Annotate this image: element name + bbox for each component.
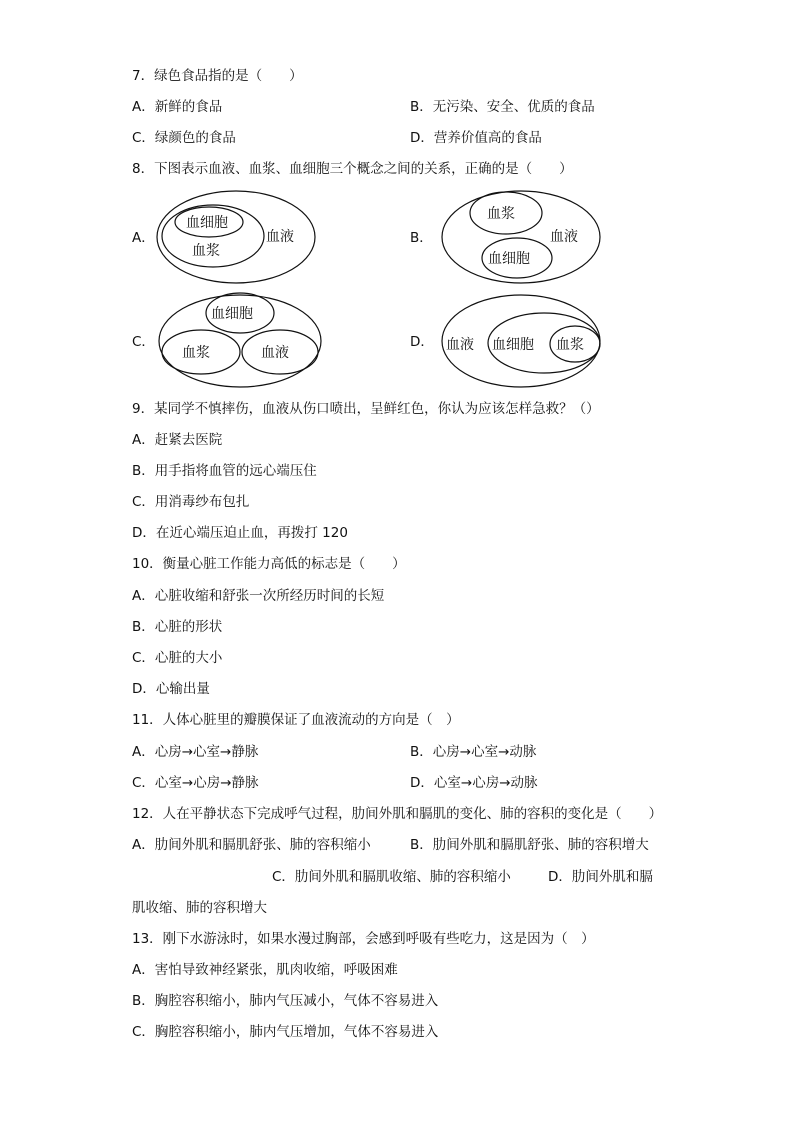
question-12-option-a: A．肋间外肌和膈肌舒张、肺的容积缩小 bbox=[132, 837, 371, 853]
venn-d-cells-label: 血细胞 bbox=[492, 337, 534, 353]
question-10-option-d: D．心输出量 bbox=[132, 681, 210, 697]
venn-a-blood-ellipse bbox=[157, 191, 315, 283]
venn-b-plasma-ellipse bbox=[470, 192, 542, 234]
question-12-option-c: C．肋间外肌和膈肌收缩、肺的容积缩小 bbox=[272, 869, 511, 885]
venn-c-outer-ellipse bbox=[159, 295, 321, 387]
question-9-option-d: D．在近心端压迫止血，再拨打 120 bbox=[132, 525, 348, 541]
question-8-option-c-label: C． bbox=[132, 334, 155, 350]
question-8-stem: 8．下图表示血液、血浆、血细胞三个概念之间的关系，正确的是（ ） bbox=[132, 161, 573, 177]
venn-b-cells-label: 血细胞 bbox=[488, 251, 530, 267]
venn-c-plasma-label: 血浆 bbox=[182, 345, 210, 361]
question-8-option-b-label: B． bbox=[410, 230, 433, 246]
question-12-option-d-part1: D．肋间外肌和膈 bbox=[548, 869, 653, 885]
question-13-option-c: C．胸腔容积缩小，肺内气压增加，气体不容易进入 bbox=[132, 1024, 439, 1040]
venn-b-plasma-label: 血浆 bbox=[487, 206, 515, 222]
question-12-option-d-part2: 肌收缩、肺的容积增大 bbox=[132, 900, 267, 916]
venn-d-blood-ellipse bbox=[442, 295, 600, 387]
question-9-option-a: A．赶紧去医院 bbox=[132, 432, 223, 448]
question-10-option-c: C．心脏的大小 bbox=[132, 650, 223, 666]
venn-b-blood-ellipse bbox=[442, 191, 600, 283]
question-13-option-b: B．胸腔容积缩小，肺内气压减小，气体不容易进入 bbox=[132, 993, 439, 1009]
question-13-stem: 13．刚下水游泳时，如果水漫过胸部，会感到呼吸有些吃力，这是因为（ ） bbox=[132, 931, 595, 947]
question-8-option-d-label: D． bbox=[410, 334, 434, 350]
question-7-stem: 7．绿色食品指的是（ ） bbox=[132, 68, 303, 84]
question-8-option-a-label: A． bbox=[132, 230, 155, 246]
question-10-option-b: B．心脏的形状 bbox=[132, 619, 223, 635]
venn-a-plasma-ellipse bbox=[162, 205, 264, 267]
venn-d-blood-label: 血液 bbox=[446, 337, 474, 353]
question-11-option-b: B．心房→心室→动脉 bbox=[410, 744, 537, 760]
question-11-stem: 11．人体心脏里的瓣膜保证了血液流动的方向是（ ） bbox=[132, 712, 460, 728]
question-9-option-c: C．用消毒纱布包扎 bbox=[132, 494, 250, 510]
question-13-option-a: A．害怕导致神经紧张，肌肉收缩，呼吸困难 bbox=[132, 962, 398, 978]
venn-c-cells-label: 血细胞 bbox=[211, 306, 253, 322]
question-9-option-b: B．用手指将血管的远心端压住 bbox=[132, 463, 317, 479]
venn-c-blood-ellipse bbox=[242, 330, 318, 374]
venn-c-plasma-ellipse bbox=[162, 330, 240, 374]
venn-b-blood-label: 血液 bbox=[550, 229, 578, 245]
question-7-option-a: A．新鲜的食品 bbox=[132, 99, 223, 115]
question-9-stem: 9．某同学不慎摔伤，血液从伤口喷出，呈鲜红色，你认为应该怎样急救？（） bbox=[132, 401, 600, 417]
question-11-option-c: C．心室→心房→静脉 bbox=[132, 775, 259, 791]
question-10-stem: 10．衡量心脏工作能力高低的标志是（ ） bbox=[132, 556, 406, 572]
question-10-option-a: A．心脏收缩和舒张一次所经历时间的长短 bbox=[132, 588, 385, 604]
venn-d-plasma-ellipse bbox=[550, 326, 600, 362]
venn-d-plasma-label: 血浆 bbox=[556, 337, 584, 353]
venn-a-cells-ellipse bbox=[175, 207, 243, 237]
question-11-option-a: A．心房→心室→静脉 bbox=[132, 744, 259, 760]
question-12-stem: 12．人在平静状态下完成呼气过程，肋间外肌和膈肌的变化、肺的容积的变化是（ ） bbox=[132, 806, 663, 822]
venn-a-blood-label: 血液 bbox=[266, 229, 294, 245]
question-7-option-c: C．绿颜色的食品 bbox=[132, 130, 236, 146]
question-11-option-d: D．心室→心房→动脉 bbox=[410, 775, 538, 791]
venn-c-blood-label: 血液 bbox=[261, 345, 289, 361]
question-7-option-b: B．无污染、安全、优质的食品 bbox=[410, 99, 595, 115]
venn-d-cells-ellipse bbox=[488, 313, 600, 373]
venn-c-cells-ellipse bbox=[206, 293, 274, 333]
venn-a-plasma-label: 血浆 bbox=[192, 243, 220, 259]
question-7-option-d: D．营养价值高的食品 bbox=[410, 130, 542, 146]
venn-a-cells-label: 血细胞 bbox=[186, 215, 228, 231]
venn-b-cells-ellipse bbox=[482, 238, 552, 278]
question-12-option-b: B．肋间外肌和膈肌舒张、肺的容积增大 bbox=[410, 837, 649, 853]
